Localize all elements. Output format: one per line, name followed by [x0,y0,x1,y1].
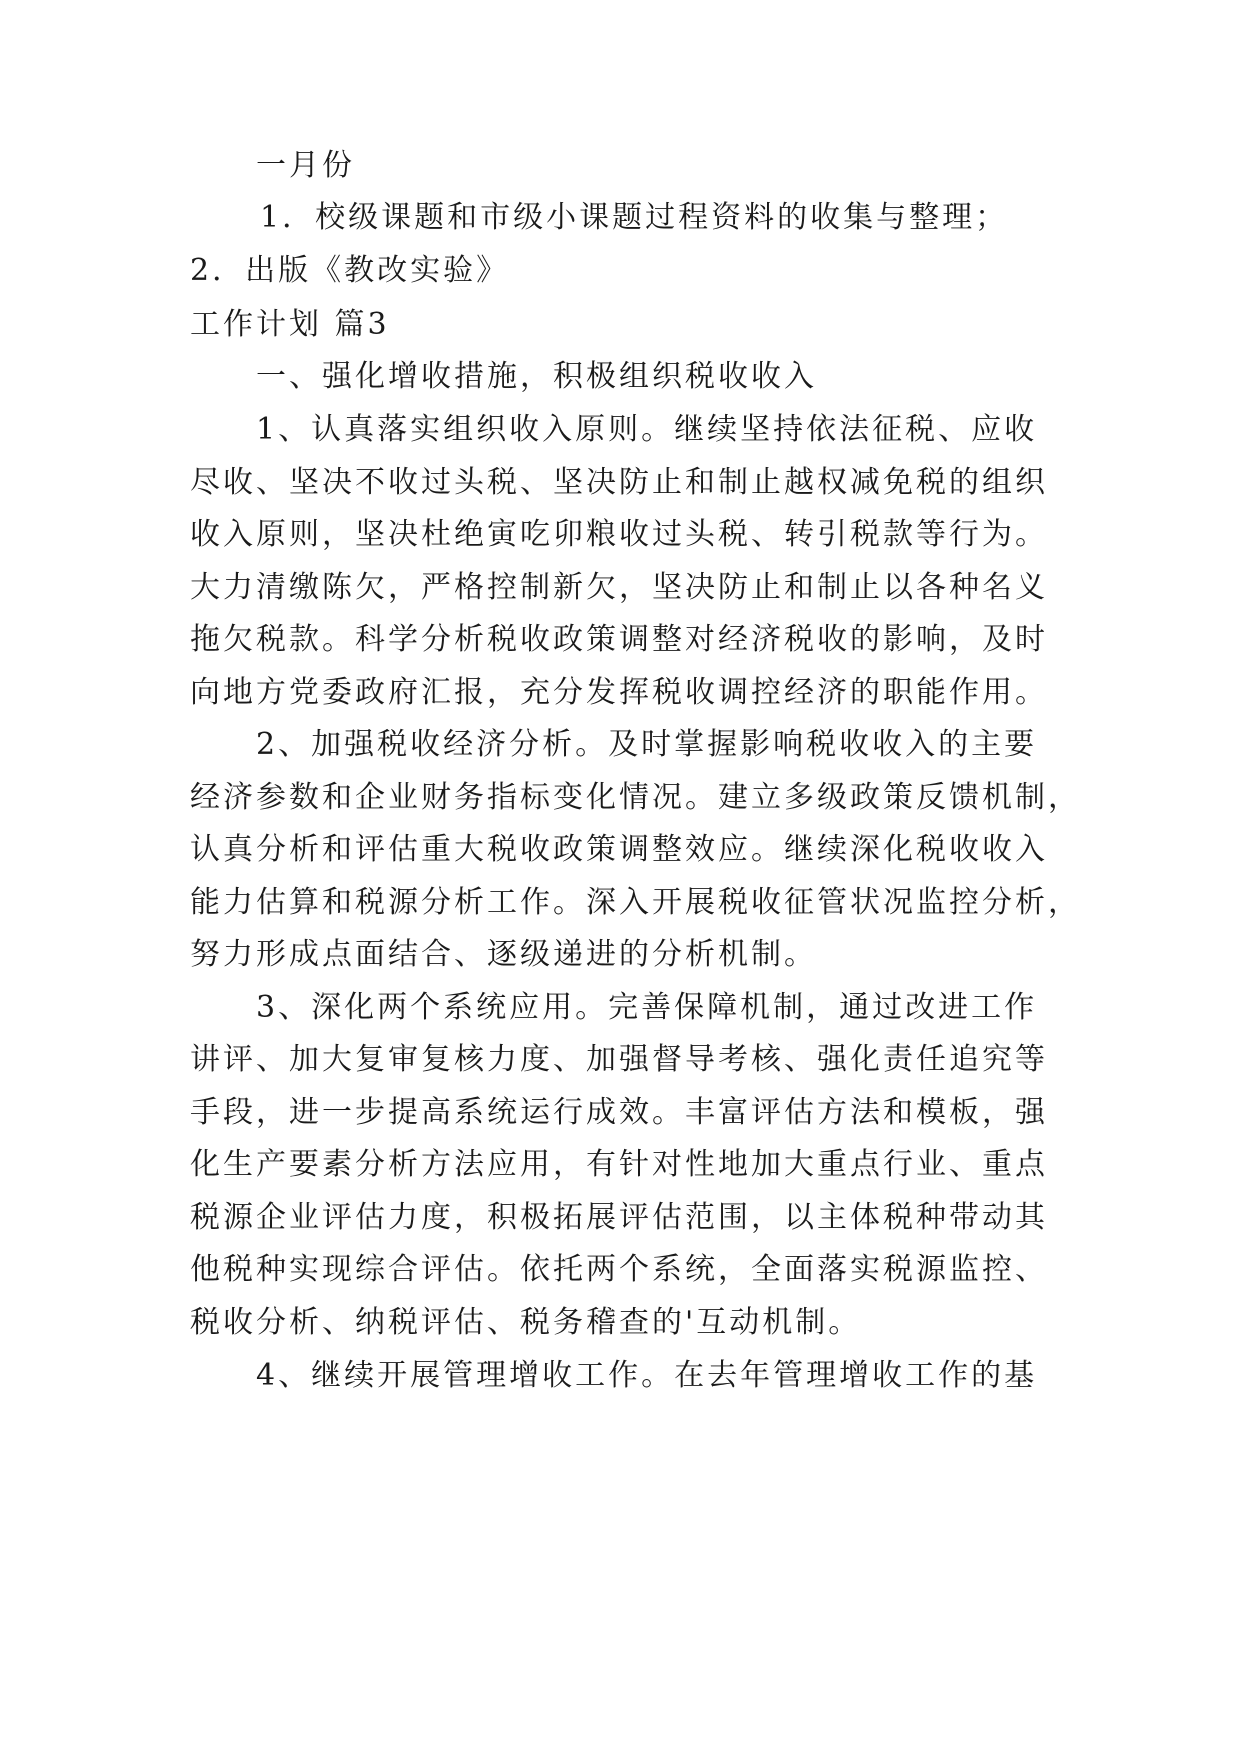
paragraph-3-line-6: 他税种实现综合评估。依托两个系统，全面落实税源监控、 [190,1252,1048,1287]
paragraph-2-line-3: 认真分析和评估重大税收政策调整效应。继续深化税收收入 [190,832,1048,867]
section-title: 工作计划 篇3 [190,307,390,342]
item-2: 2．出版《教改实验》 [190,253,510,288]
paragraph-3-line-3: 手段，进一步提高系统运行成效。丰富评估方法和模板，强 [190,1095,1048,1130]
item-1: 1．校级课题和市级小课题过程资料的收集与整理； [260,200,1009,235]
paragraph-1-line-1: 1、认真落实组织收入原则。继续坚持依法征税、应收 [256,412,1038,447]
paragraph-1-line-2: 尽收、坚决不收过头税、坚决防止和制止越权减免税的组织 [190,465,1048,500]
subheading-1: 一、强化增收措施，积极组织税收收入 [256,359,817,394]
paragraph-2-line-5: 努力形成点面结合、逐级递进的分析机制。 [190,937,817,972]
paragraph-3-line-5: 税源企业评估力度，积极拓展评估范围，以主体税种带动其 [190,1200,1048,1235]
paragraph-4-line-1: 4、继续开展管理增收工作。在去年管理增收工作的基 [256,1358,1038,1393]
paragraph-3-line-1: 3、深化两个系统应用。完善保障机制，通过改进工作 [256,990,1038,1025]
paragraph-3-line-7: 税收分析、纳税评估、税务稽查的'互动机制。 [190,1305,862,1340]
paragraph-1-line-5: 拖欠税款。科学分析税收政策调整对经济税收的影响，及时 [190,622,1048,657]
paragraph-1-line-4: 大力清缴陈欠，严格控制新欠，坚决防止和制止以各种名义 [190,570,1048,605]
paragraph-3-line-2: 讲评、加大复审复核力度、加强督导考核、强化责任追究等 [190,1042,1048,1077]
paragraph-1-line-6: 向地方党委政府汇报，充分发挥税收调控经济的职能作用。 [190,675,1048,710]
month-heading: 一月份 [256,148,355,183]
paragraph-2-line-1: 2、加强税收经济分析。及时掌握影响税收收入的主要 [256,727,1038,762]
paragraph-3-line-4: 化生产要素分析方法应用，有针对性地加大重点行业、重点 [190,1147,1048,1182]
paragraph-2-line-4: 能力估算和税源分析工作。深入开展税收征管状况监控分析， [190,885,1081,920]
paragraph-2-line-2: 经济参数和企业财务指标变化情况。建立多级政策反馈机制， [190,780,1081,815]
paragraph-1-line-3: 收入原则，坚决杜绝寅吃卯粮收过头税、转引税款等行为。 [190,517,1048,552]
